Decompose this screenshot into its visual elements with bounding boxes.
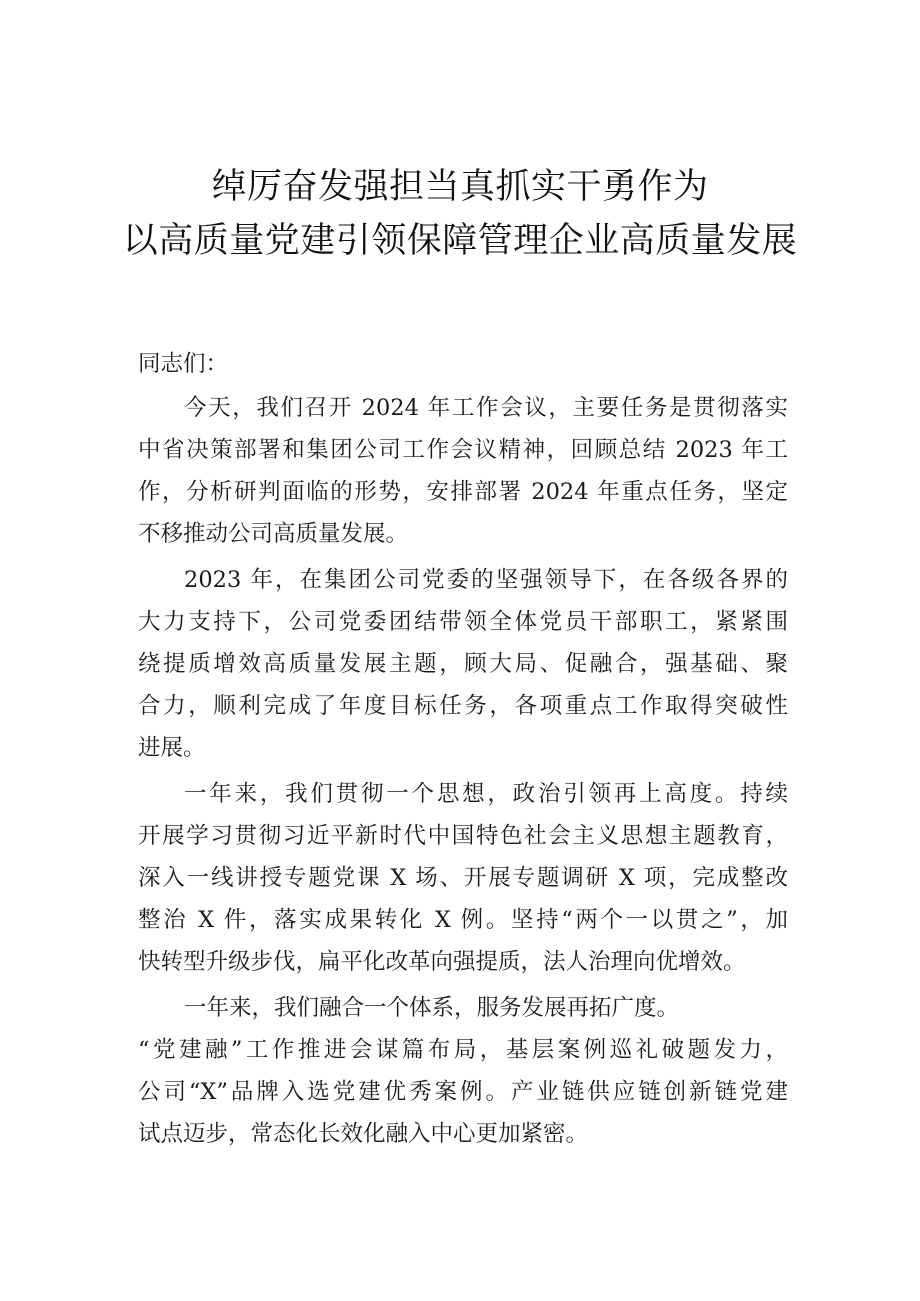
paragraph-line: 今天，我们召开 2024 年工作会议，主要任务是贯彻落实 [184, 395, 788, 421]
title-line-2: 以高质量党建引领保障管理企业高质量发展 [122, 221, 798, 261]
title-line-1: 绰厉奋发强担当真抓实干勇作为 [211, 167, 709, 207]
paragraph-line: 不移推动公司高质量发展。 [138, 521, 409, 547]
paragraph-line: 一年来，我们融合一个体系，服务发展再拓广度。 [184, 995, 680, 1021]
paragraph-2 [138, 559, 788, 769]
paragraph-line: 试点迈步，常态化长效化融入中心更加紧密。 [138, 1121, 589, 1147]
paragraph-line: 2023 年，在集团公司党委的坚强领导下，在各级各界的 [184, 567, 788, 593]
paragraph-line: 绕提质增效高质量发展主题，顾大局、促融合，强基础、聚 [138, 651, 788, 677]
paragraph-line: 深入一线讲授专题党课 X 场、开展专题调研 X 项，完成整改 [138, 865, 788, 891]
paragraph-line: 合力，顺利完成了年度目标任务，各项重点工作取得突破性 [138, 693, 788, 719]
paragraph-line: 快转型升级步伐，扁平化改革向强提质，法人治理向优增效。 [138, 949, 746, 975]
paragraph-line: 整治 X 件，落实成果转化 X 例。坚持“两个一以贯之”，加 [138, 907, 788, 933]
paragraph-line: “党建融”工作推进会谋篇布局，基层案例巡礼破题发力， [138, 1037, 788, 1063]
paragraph-1 [138, 387, 788, 555]
paragraph-line: 进展。 [138, 735, 206, 761]
document-title [0, 160, 920, 268]
paragraph-line: 开展学习贯彻习近平新时代中国特色社会主义思想主题教育， [138, 823, 788, 849]
salutation: 同志们： [138, 351, 229, 377]
paragraph-line: 大力支持下，公司党委团结带领全体党员干部职工，紧紧围 [138, 609, 788, 635]
paragraph-line: 作，分析研判面临的形势，安排部署 2024 年重点任务，坚定 [138, 479, 788, 505]
paragraph-3 [138, 773, 788, 983]
paragraph-line: 公司“X”品牌入选党建优秀案例。产业链供应链创新链党建 [138, 1079, 788, 1105]
paragraph-4 [138, 987, 788, 1155]
document-body [138, 343, 788, 1159]
paragraph-line: 一年来，我们贯彻一个思想，政治引领再上高度。持续 [184, 781, 788, 807]
paragraph-line: 中省决策部署和集团公司工作会议精神，回顾总结 2023 年工 [138, 437, 788, 463]
